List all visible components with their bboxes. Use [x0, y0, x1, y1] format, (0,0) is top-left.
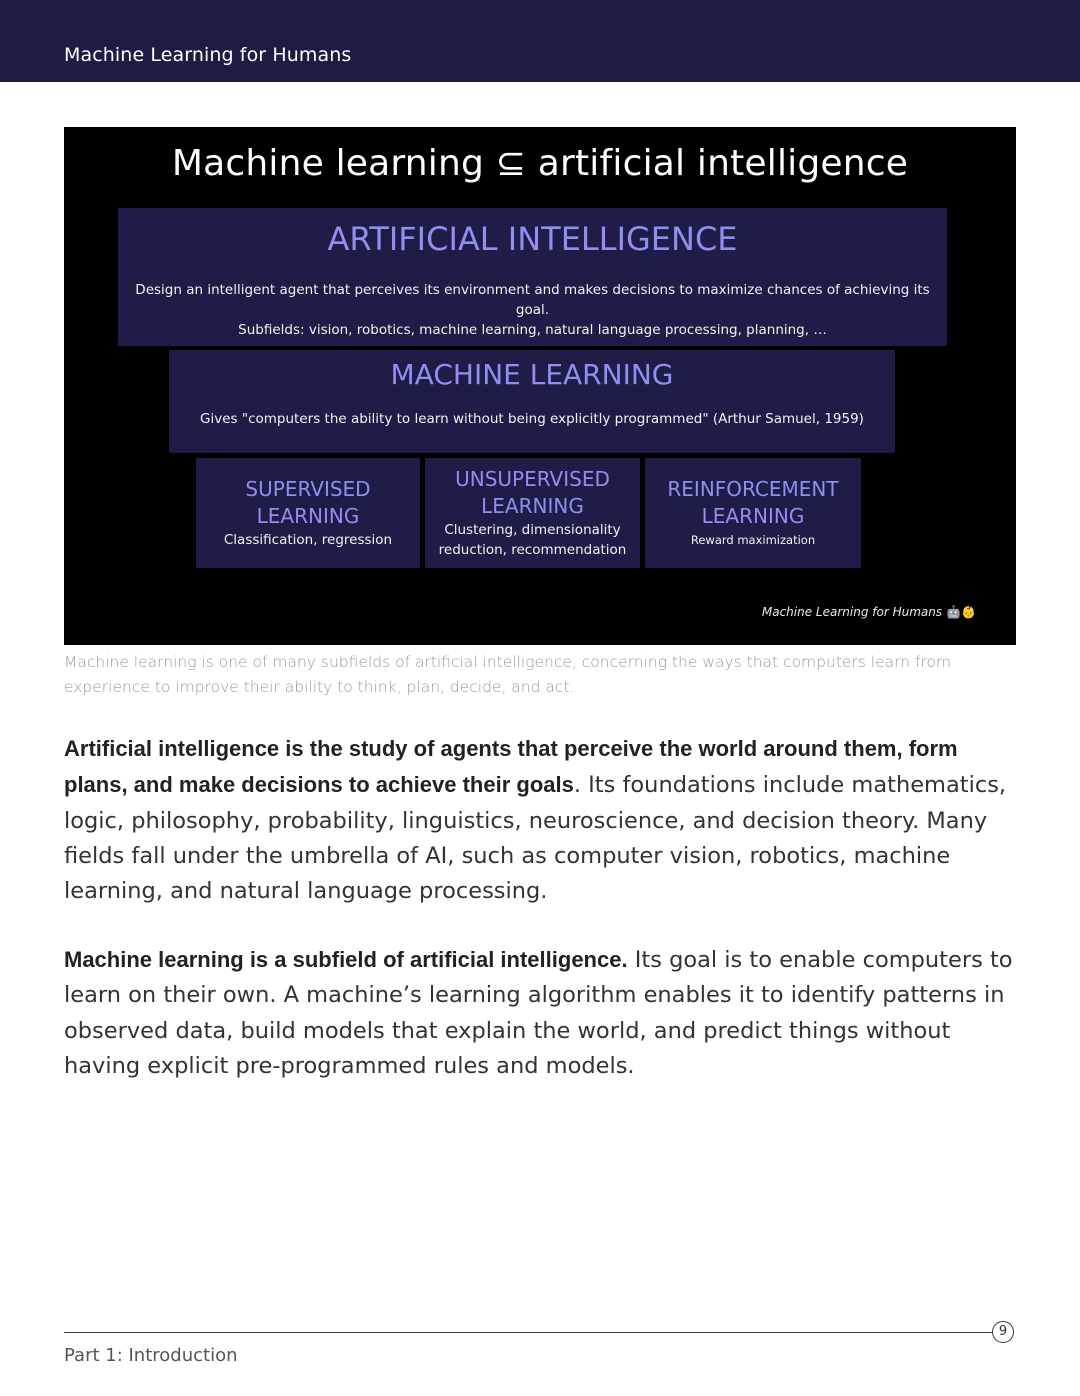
paragraph-ml — [64, 942, 1024, 1084]
supervised-heading-line2: LEARNING — [256, 504, 360, 528]
unsupervised-heading — [425, 466, 640, 520]
unsupervised-description-line2: reduction, recommendation — [438, 542, 627, 558]
ml-heading: MACHINE LEARNING — [390, 358, 674, 391]
ai-heading: ARTIFICIAL INTELLIGENCE — [327, 220, 738, 258]
robot-baby-icon: 🤖👶 — [946, 605, 976, 619]
ai-description-line2: Subfields: vision, robotics, machine learning, natural language processing, planning, … — [238, 322, 827, 338]
reinforcement-heading-line1: REINFORCEMENT — [667, 477, 839, 501]
ml-ai-figure — [64, 127, 1016, 645]
unsupervised-description-line1: Clustering, dimensionality — [444, 522, 621, 538]
reinforcement-heading — [645, 476, 861, 530]
figure-credit — [762, 605, 976, 619]
reinforcement-heading-line2: LEARNING — [701, 504, 805, 528]
paragraph-ai — [64, 731, 1024, 909]
supervised-description: Classification, regression — [223, 532, 393, 548]
ai-box — [118, 208, 947, 346]
supervised-heading — [196, 476, 420, 530]
paragraph-ml-text: Its goal is to enable computers to learn on their own. A machine’s learning algorithm enables it to identify patterns in observed data, build models that explain the world, and predict things without having explicit pre-programmed rules and models. — [64, 947, 1013, 1079]
ml-box — [169, 350, 895, 453]
ai-description — [118, 280, 947, 340]
unsupervised-box — [425, 458, 640, 568]
figure-credit-text: Machine Learning for Humans — [761, 605, 943, 619]
paragraph-ai-text: . Its foundations include mathematics, logic, philosophy, probability, linguistics, neuroscience, and decision theory. Many fields fall under the umbrella of AI, such as computer vision, robotics, machine learning, and natural language processing. — [64, 772, 1007, 905]
footer-divider — [64, 1332, 992, 1333]
ml-description: Gives "computers the ability to learn without being explicitly programmed" (Arthur Samuel, 1959) — [200, 411, 864, 427]
page-number: 9 — [992, 1321, 1014, 1343]
supervised-heading-line1: SUPERVISED — [245, 477, 371, 501]
unsupervised-description — [425, 520, 640, 560]
reinforcement-description: Reward maximization — [690, 533, 816, 547]
unsupervised-heading-line1: UNSUPERVISED — [455, 467, 610, 491]
paragraph-ml-bold: Machine learning is a subfield of artificial intelligence. — [64, 947, 628, 972]
page-header — [0, 0, 1080, 82]
paragraph-ai-bold: Artificial intelligence is the study of agents that perceive the world around them, form plans, and make decisions to achieve their goals — [64, 736, 958, 798]
figure-caption: Machine learning is one of many subfields of artificial intelligence, concerning the ways that computers learn from experience to improve their ability to think, plan, decide, and act. — [64, 653, 952, 696]
ai-description-line1: Design an intelligent agent that perceives its environment and makes decisions to maximize chances of achieving its goal. — [135, 282, 930, 318]
figure-title: Machine learning ⊆ artificial intelligence — [171, 143, 909, 184]
supervised-box — [196, 458, 420, 568]
reinforcement-box — [645, 458, 861, 568]
footer-section-label: Part 1: Introduction — [64, 1345, 238, 1366]
unsupervised-heading-line2: LEARNING — [481, 494, 584, 518]
header-title: Machine Learning for Humans — [64, 44, 352, 66]
